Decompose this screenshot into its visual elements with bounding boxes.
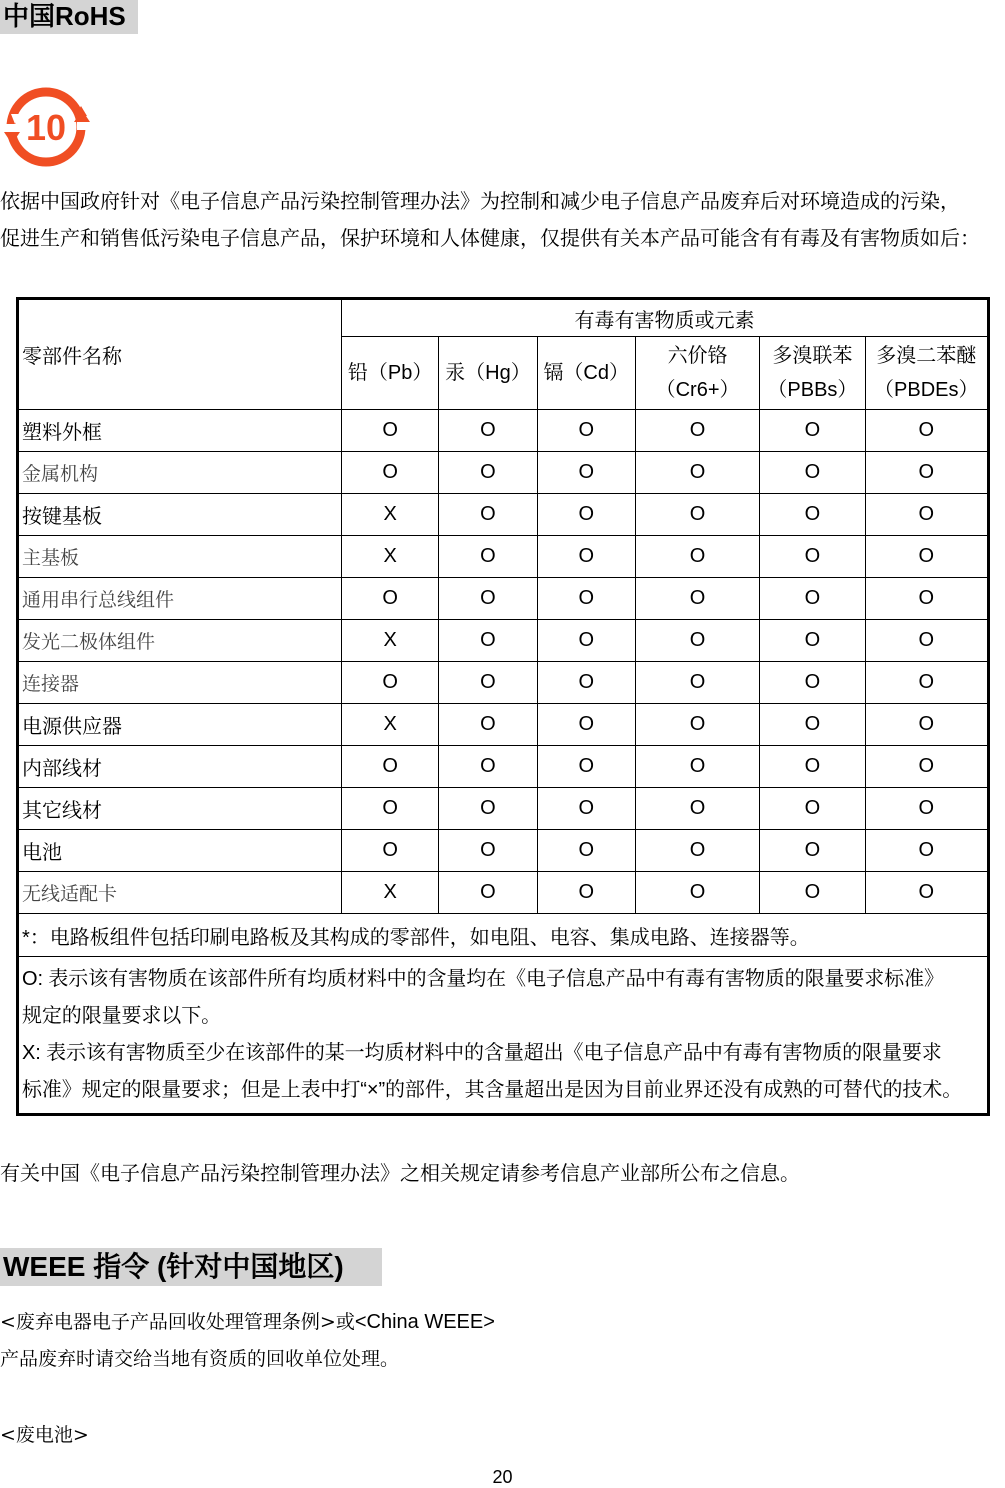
table-row [18, 830, 989, 872]
substance-mark-cell: O [635, 536, 759, 578]
substance-mark-cell: O [865, 494, 988, 536]
substance-symbol: （Cr6+） [655, 379, 740, 401]
substance-mark-cell: X [341, 704, 438, 746]
logo-number: 10 [25, 107, 67, 148]
substances-header: 有毒有害物质或元素 [341, 299, 988, 337]
part-name-cell: 按键基板 [18, 494, 342, 536]
part-name-cell: 内部线材 [18, 746, 342, 788]
substance-symbol: （PBBs） [767, 379, 858, 401]
substance-mark-cell: O [760, 746, 865, 788]
substance-mark-cell: O [537, 578, 635, 620]
part-name-cell: 电池 [18, 830, 342, 872]
substance-mark-cell: O [760, 494, 865, 536]
substance-mark-cell: O [760, 578, 865, 620]
part-name-cell: 金属机构 [18, 452, 342, 494]
substance-column-header [341, 337, 438, 410]
substance-mark-cell: O [537, 704, 635, 746]
substance-mark-cell: O [760, 788, 865, 830]
substance-mark-cell: O [635, 578, 759, 620]
weee-regulation-cn: <废弃电器电子产品回收处理管理条例>或 [0, 1311, 355, 1333]
substance-mark-cell: O [865, 452, 988, 494]
substance-mark-cell: O [635, 620, 759, 662]
substance-mark-cell: O [439, 494, 537, 536]
substance-mark-cell: O [760, 662, 865, 704]
intro-line-2: 促进生产和销售低污染电子信息产品，保护环境和人体健康，仅提供有关本产品可能含有有毒及有害物质如后： [0, 228, 980, 250]
substance-mark-cell: O [760, 410, 865, 452]
table-row [18, 452, 989, 494]
note-o-line-1: O: 表示该有害物质在该部件所有均质材料中的含量均在《电子信息产品中有毒有害物质的限量要求标准》 [22, 968, 944, 990]
substance-mark-cell: O [537, 746, 635, 788]
substance-name: 多溴二苯醚 [876, 345, 977, 367]
substance-mark-cell: O [537, 452, 635, 494]
substance-mark-cell: O [537, 830, 635, 872]
substance-mark-cell: O [439, 662, 537, 704]
substance-name: 多溴联苯 [772, 345, 853, 367]
substance-mark-cell: O [865, 704, 988, 746]
substance-mark-cell: O [865, 662, 988, 704]
environmental-protection-logo [3, 86, 93, 168]
table-row [18, 410, 989, 452]
substance-mark-cell: O [341, 452, 438, 494]
part-name-cell: 通用串行总线组件 [18, 578, 342, 620]
substance-mark-cell: O [635, 494, 759, 536]
table-row [18, 620, 989, 662]
substance-mark-cell: O [760, 620, 865, 662]
table-row [18, 578, 989, 620]
substance-mark-cell: O [760, 704, 865, 746]
substance-symbol: （PBDEs） [874, 379, 979, 401]
note-asterisk: *：电路板组件包括印刷电路板及其构成的零部件，如电阻、电容、集成电路、连接器等。 [18, 914, 989, 957]
substance-mark-cell: O [865, 830, 988, 872]
substance-mark-cell: X [341, 872, 438, 914]
intro-line-1: 依据中国政府针对《电子信息产品污染控制管理办法》为控制和减少电子信息产品废弃后对环境造成的污染， [0, 191, 960, 213]
substance-column-header [537, 337, 635, 410]
substance-mark-cell: O [635, 452, 759, 494]
note-x-line-2: 标准》规定的限量要求；但是上表中打“×”的部件，其含量超出是因为目前业界还没有成熟的可替代的技术。 [22, 1079, 963, 1101]
substance-name: 镉（Cd） [543, 362, 630, 384]
substance-mark-cell: O [865, 578, 988, 620]
substance-mark-cell: O [439, 452, 537, 494]
substance-mark-cell: O [760, 536, 865, 578]
substance-column-header [635, 337, 759, 410]
table-row [18, 872, 989, 914]
part-name-cell: 主基板 [18, 536, 342, 578]
rohs-heading: 中国RoHS [0, 0, 138, 34]
weee-regulation-en: <China WEEE> [354, 1311, 495, 1333]
substance-mark-cell: O [439, 872, 537, 914]
substance-mark-cell: O [439, 578, 537, 620]
substance-mark-cell: O [760, 452, 865, 494]
table-row [18, 536, 989, 578]
part-name-cell: 电源供应器 [18, 704, 342, 746]
substance-mark-cell: X [341, 494, 438, 536]
substance-mark-cell: O [341, 746, 438, 788]
substance-mark-cell: O [537, 410, 635, 452]
part-name-cell: 其它线材 [18, 788, 342, 830]
substance-mark-cell: O [537, 536, 635, 578]
substance-mark-cell: O [865, 788, 988, 830]
substance-mark-cell: O [865, 536, 988, 578]
legend-notes [18, 957, 989, 1115]
substance-mark-cell: O [865, 872, 988, 914]
substance-name: 六价铬 [667, 345, 728, 367]
table-row [18, 494, 989, 536]
weee-disposal-line: 产品废弃时请交给当地有资质的回收单位处理。 [0, 1348, 400, 1370]
substance-mark-cell: O [635, 746, 759, 788]
table-row [18, 704, 989, 746]
part-name-cell: 无线适配卡 [18, 872, 342, 914]
substance-mark-cell: O [760, 830, 865, 872]
note-o-line-2: 规定的限量要求以下。 [22, 1005, 221, 1027]
part-name-cell: 发光二极体组件 [18, 620, 342, 662]
substance-mark-cell: O [439, 788, 537, 830]
hazardous-substances-table [16, 297, 990, 1116]
substance-mark-cell: O [439, 536, 537, 578]
table-row [18, 662, 989, 704]
substance-mark-cell: O [865, 620, 988, 662]
substance-mark-cell: O [439, 746, 537, 788]
substance-mark-cell: O [439, 830, 537, 872]
substance-mark-cell: O [635, 410, 759, 452]
substance-column-header [439, 337, 537, 410]
substance-mark-cell: O [439, 410, 537, 452]
substance-mark-cell: O [341, 410, 438, 452]
substance-mark-cell: X [341, 620, 438, 662]
substance-mark-cell: O [635, 704, 759, 746]
substance-mark-cell: O [439, 620, 537, 662]
substance-mark-cell: O [341, 788, 438, 830]
reference-paragraph: 有关中国《电子信息产品污染控制管理办法》之相关规定请参考信息产业部所公布之信息。 [0, 1163, 800, 1185]
substance-column-header [865, 337, 988, 410]
substance-mark-cell: O [865, 746, 988, 788]
substance-mark-cell: O [439, 704, 537, 746]
substance-mark-cell: O [341, 662, 438, 704]
substance-mark-cell: O [537, 494, 635, 536]
note-x-line-1: X: 表示该有害物质至少在该部件的某一均质材料中的含量超出《电子信息产品中有毒有害物质的限量要求 [22, 1042, 942, 1064]
substance-mark-cell: O [635, 830, 759, 872]
substance-mark-cell: O [537, 620, 635, 662]
substance-mark-cell: O [537, 788, 635, 830]
substance-mark-cell: O [341, 578, 438, 620]
substance-mark-cell: O [537, 662, 635, 704]
substance-mark-cell: O [635, 662, 759, 704]
part-name-cell: 塑料外框 [18, 410, 342, 452]
substance-mark-cell: O [537, 872, 635, 914]
weee-regulation-line [0, 1304, 495, 1341]
weee-heading: WEEE 指令 (针对中国地区) [0, 1248, 382, 1286]
substance-mark-cell: O [865, 410, 988, 452]
substance-name: 铅（Pb） [347, 362, 433, 384]
substance-mark-cell: O [635, 872, 759, 914]
page-number: 20 [492, 1467, 513, 1487]
part-name-cell: 连接器 [18, 662, 342, 704]
table-row [18, 746, 989, 788]
substance-column-header [760, 337, 865, 410]
substance-mark-cell: O [760, 872, 865, 914]
substance-mark-cell: X [341, 536, 438, 578]
substance-mark-cell: O [635, 788, 759, 830]
part-name-header: 零部件名称 [18, 299, 342, 410]
substance-name: 汞（Hg） [445, 362, 531, 384]
intro-paragraph [0, 184, 980, 258]
substance-mark-cell: O [341, 830, 438, 872]
waste-battery-line: <废电池> [0, 1424, 89, 1446]
table-row [18, 788, 989, 830]
